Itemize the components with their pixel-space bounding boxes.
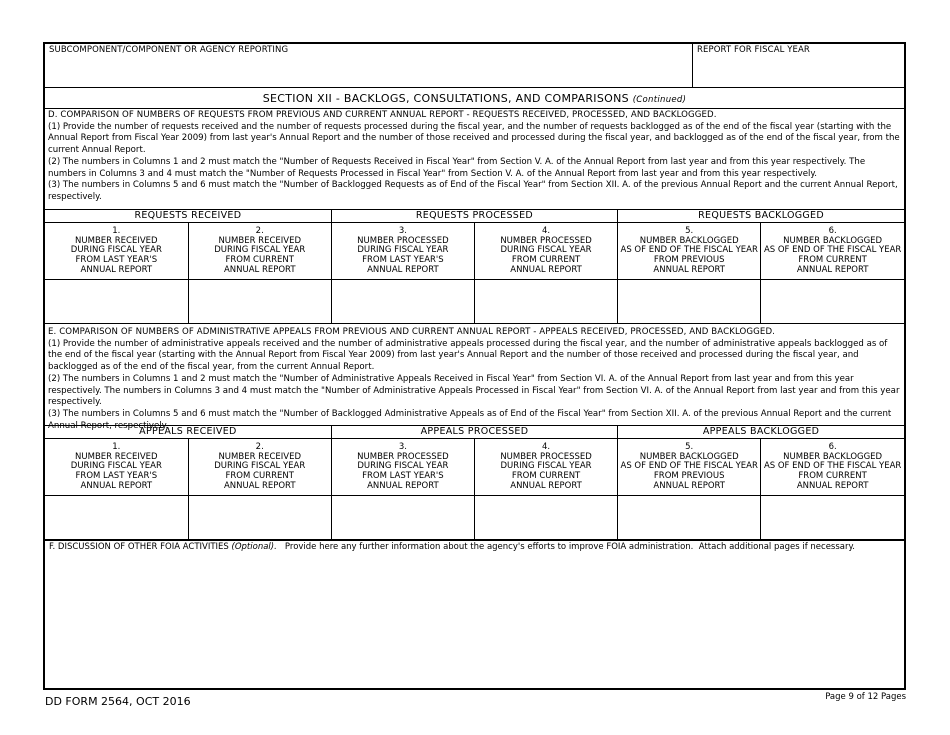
column-header-line: DURING FISCAL YEAR xyxy=(500,245,592,256)
fiscal-year-input[interactable] xyxy=(695,56,902,85)
discussion-textarea[interactable] xyxy=(47,555,902,686)
column-header-line: NUMBER RECEIVED xyxy=(75,451,158,462)
column-number: 2. xyxy=(255,226,264,236)
group-header: APPEALS BACKLOGGED xyxy=(618,426,904,439)
column-header-line: NUMBER RECEIVED xyxy=(218,235,301,246)
column-header-line: DURING FISCAL YEAR xyxy=(357,461,449,472)
column-header-line: ANNUAL REPORT xyxy=(796,480,869,491)
agency-cell xyxy=(45,44,693,87)
column-header xyxy=(45,223,188,280)
column-header-line: NUMBER BACKLOGGED xyxy=(639,451,739,462)
group-header: REQUESTS PROCESSED xyxy=(331,210,617,223)
column-header xyxy=(761,223,904,280)
column-number: 5. xyxy=(685,226,694,236)
column-header-line: NUMBER BACKLOGGED xyxy=(783,235,883,246)
column-header-line: NUMBER PROCESSED xyxy=(357,451,449,462)
column-header-line: ANNUAL REPORT xyxy=(796,264,869,275)
column-header-line: FROM CURRENT xyxy=(225,471,294,482)
entry-cell xyxy=(188,496,331,540)
fiscal-year-cell xyxy=(693,44,904,87)
column-number: 4. xyxy=(541,226,551,236)
column-header-line: FROM LAST YEAR'S xyxy=(362,471,444,482)
column-header-line: NUMBER BACKLOGGED xyxy=(783,451,883,462)
column-header-line: AS OF END OF THE FISCAL YEAR xyxy=(763,245,902,256)
d-col-6-input[interactable] xyxy=(761,280,904,323)
column-header-line: ANNUAL REPORT xyxy=(653,264,725,275)
column-header-line: NUMBER BACKLOGGED xyxy=(639,235,739,246)
column-header-line: ANNUAL REPORT xyxy=(80,480,153,491)
column-header-line: DURING FISCAL YEAR xyxy=(70,461,162,472)
column-number: 4. xyxy=(541,442,551,452)
part-d-heading: D. COMPARISON OF NUMBERS OF REQUESTS FROM PREVIOUS AND CURRENT ANNUAL REPORT - REQUESTS RECEIVED, PROCESSED, AND BACKLOGGED. xyxy=(48,110,717,120)
column-header-line: NUMBER PROCESSED xyxy=(357,235,449,246)
agency-input[interactable] xyxy=(47,56,690,85)
column-header-line: ANNUAL REPORT xyxy=(510,264,582,275)
column-header-line: DURING FISCAL YEAR xyxy=(357,245,449,256)
part-e-paragraph-2: (2) The numbers in Columns 1 and 2 must match the "Number of Administrative Appeals Received in Fiscal Year" from Section VI. A. of the Annual Report from last year and from this year respectively. The numbers in Columns 3 and 4 must match the "Number of Administrative Appeals Processed in Fiscal Year" from Section VI. A. of the Annual Report from last year and from this year respectively. xyxy=(48,373,900,408)
column-number: 3. xyxy=(398,442,407,452)
entry-cell xyxy=(45,496,188,540)
part-f-optional: (Optional). xyxy=(231,542,277,552)
column-header xyxy=(331,439,474,496)
part-e-paragraph-1: (1) Provide the number of administrative appeals received and the number of administrative appeals processed during the fiscal year, and the number of administrative appeals backlogged as of the end of the fiscal year (starting with the Annual Report from Fiscal Year 2009) from last year's Annual Report and the number of those received and processed during the fiscal year, and backlogged as of the end of the fiscal year, from the current Annual Report. xyxy=(48,338,888,373)
d-col-2-input[interactable] xyxy=(189,280,331,323)
part-f-label-line xyxy=(49,542,855,552)
section-title xyxy=(45,88,904,109)
entry-cell xyxy=(761,496,904,540)
entry-cell xyxy=(618,496,761,540)
column-header-line: FROM CURRENT xyxy=(511,471,581,482)
group-header: REQUESTS BACKLOGGED xyxy=(618,210,904,223)
e-col-6-input[interactable] xyxy=(761,496,904,539)
column-header-line: DURING FISCAL YEAR xyxy=(214,245,306,256)
d-col-5-input[interactable] xyxy=(618,280,760,323)
column-header-line: AS OF END OF THE FISCAL YEAR xyxy=(620,461,758,472)
column-header-line: ANNUAL REPORT xyxy=(223,264,296,275)
column-header-line: FROM CURRENT xyxy=(511,255,581,266)
column-number: 5. xyxy=(685,442,694,452)
part-e-instructions xyxy=(48,327,903,432)
agency-label: SUBCOMPONENT/COMPONENT OR AGENCY REPORTING xyxy=(49,45,289,55)
column-header-line: NUMBER PROCESSED xyxy=(500,235,592,246)
column-number: 2. xyxy=(255,442,264,452)
column-number: 6. xyxy=(828,226,837,236)
part-e-paragraph-3: (3) The numbers in Columns 5 and 6 must match the "Number of Backlogged Administrative Appeals as of End of the Fiscal Year" from Section XII. A. of the previous Annual Report and the current Annual Report, respectively. xyxy=(48,408,892,431)
group-header: APPEALS PROCESSED xyxy=(331,426,617,439)
column-header-line: NUMBER PROCESSED xyxy=(500,451,592,462)
column-header-line: FROM CURRENT xyxy=(798,471,867,482)
part-e-heading: E. COMPARISON OF NUMBERS OF ADMINISTRATIVE APPEALS FROM PREVIOUS AND CURRENT ANNUAL REPORT - APPEALS RECEIVED, PROCESSED, AND BACKLOGGED. xyxy=(48,327,775,337)
page-number: Page 9 of 12 Pages xyxy=(825,692,906,702)
column-header xyxy=(188,439,331,496)
part-f-discussion xyxy=(45,540,904,688)
e-col-3-input[interactable] xyxy=(332,496,474,539)
column-header-line: AS OF END OF THE FISCAL YEAR xyxy=(620,245,758,256)
column-number: 1. xyxy=(112,442,121,452)
part-d-table xyxy=(45,209,904,324)
column-header xyxy=(761,439,904,496)
column-number: 1. xyxy=(112,226,121,236)
column-header-line: ANNUAL REPORT xyxy=(367,264,439,275)
part-d-paragraph-3: (3) The numbers in Columns 5 and 6 must match the "Number of Backlogged Requests as of End of the Fiscal Year" from Section XII. A. of the previous Annual Report and the current Annual Report, respectively. xyxy=(48,180,898,202)
column-header-line: FROM PREVIOUS xyxy=(653,471,725,482)
part-e-table xyxy=(45,425,904,540)
column-header-line: AS OF END OF THE FISCAL YEAR xyxy=(763,461,902,472)
column-header-line: ANNUAL REPORT xyxy=(367,480,439,491)
d-col-3-input[interactable] xyxy=(332,280,474,323)
entry-cell xyxy=(761,280,904,324)
d-col-1-input[interactable] xyxy=(45,280,188,323)
column-header-line: DURING FISCAL YEAR xyxy=(214,461,306,472)
column-header xyxy=(45,439,188,496)
entry-cell xyxy=(331,496,474,540)
column-header xyxy=(474,223,617,280)
e-col-1-input[interactable] xyxy=(45,496,188,539)
e-col-4-input[interactable] xyxy=(475,496,617,539)
column-header xyxy=(618,223,761,280)
entry-cell xyxy=(474,280,617,324)
entry-cell xyxy=(331,280,474,324)
part-d-paragraph-1: (1) Provide the number of requests received and the number of requests processed during the fiscal year, and the number of requests backlogged as of the end of the fiscal year (starting with the Annual Report from Fiscal Year 2009) from last year's Annual Report and the number of those received and processed during the fiscal year, and backlogged as of the end of the fiscal year, from the current Annual Report. xyxy=(48,121,900,156)
column-header-line: ANNUAL REPORT xyxy=(653,480,725,491)
column-header-line: ANNUAL REPORT xyxy=(80,264,153,275)
part-f-label: F. DISCUSSION OF OTHER FOIA ACTIVITIES xyxy=(49,542,229,552)
section-continued: (Continued) xyxy=(632,95,687,105)
fiscal-year-label: REPORT FOR FISCAL YEAR xyxy=(697,45,810,55)
part-d-instructions xyxy=(48,110,903,204)
group-header: APPEALS RECEIVED xyxy=(45,426,331,439)
column-header-line: DURING FISCAL YEAR xyxy=(70,245,162,256)
column-number: 3. xyxy=(398,226,407,236)
column-header-line: DURING FISCAL YEAR xyxy=(500,461,592,472)
column-header xyxy=(618,439,761,496)
column-header xyxy=(474,439,617,496)
column-header-line: ANNUAL REPORT xyxy=(223,480,296,491)
form-id: DD FORM 2564, OCT 2016 xyxy=(45,695,191,708)
d-col-4-input[interactable] xyxy=(475,280,617,323)
column-header xyxy=(331,223,474,280)
column-header-line: ANNUAL REPORT xyxy=(510,480,582,491)
form-frame xyxy=(43,42,906,690)
group-header: REQUESTS RECEIVED xyxy=(45,210,331,223)
header-row xyxy=(45,44,904,88)
entry-cell xyxy=(188,280,331,324)
column-header xyxy=(188,223,331,280)
column-header-line: FROM LAST YEAR'S xyxy=(75,255,158,266)
column-header-line: FROM CURRENT xyxy=(798,255,867,266)
column-header-line: NUMBER RECEIVED xyxy=(218,451,301,462)
entry-cell xyxy=(474,496,617,540)
e-col-2-input[interactable] xyxy=(189,496,331,539)
column-header-line: FROM LAST YEAR'S xyxy=(362,255,444,266)
part-f-text: Provide here any further information about the agency's efforts to improve FOIA administration. Attach additional pages if necessary. xyxy=(279,542,856,552)
e-col-5-input[interactable] xyxy=(618,496,760,539)
entry-cell xyxy=(45,280,188,324)
column-header-line: FROM CURRENT xyxy=(225,255,294,266)
column-header-line: FROM PREVIOUS xyxy=(653,255,725,266)
part-d-paragraph-2: (2) The numbers in Columns 1 and 2 must match the "Number of Requests Received in Fiscal Year" from Section V. A. of the Annual Report from last year and from this year respectively. The numbers in Columns 3 and 4 must match the "Number of Requests Processed in Fiscal Year" from Section V. A. of the Annual Report from last year and from this year respectively. xyxy=(48,156,866,179)
column-header-line: FROM LAST YEAR'S xyxy=(75,471,158,482)
column-number: 6. xyxy=(828,442,837,452)
column-header-line: NUMBER RECEIVED xyxy=(75,235,158,246)
section-title-text: SECTION XII - BACKLOGS, CONSULTATIONS, AND COMPARISONS xyxy=(262,92,629,105)
entry-cell xyxy=(618,280,761,324)
